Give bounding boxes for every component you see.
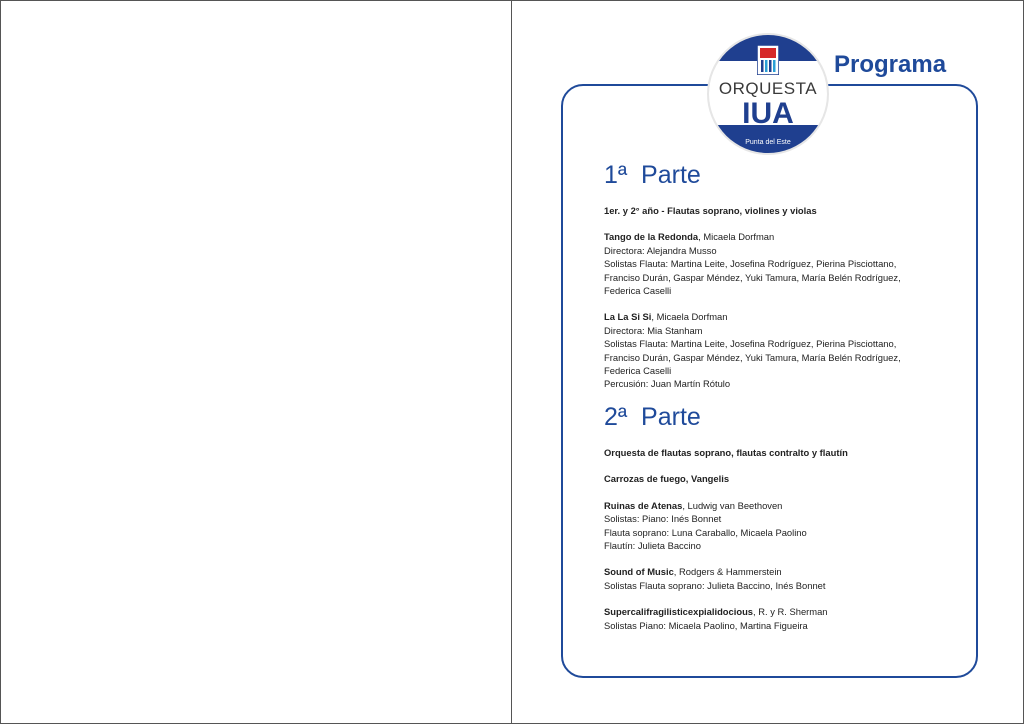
piece-sound-of-music bbox=[604, 565, 954, 592]
piece-detail: Solistas: Piano: Inés Bonnet bbox=[604, 513, 722, 525]
piece-detail: Solistas Piano: Micaela Paolino, Martina Figueira bbox=[604, 619, 808, 631]
left-page-blank bbox=[1, 1, 511, 723]
piece-composer: , R. y R. Sherman bbox=[753, 606, 828, 618]
piece-la-la-si-si bbox=[604, 310, 954, 390]
piece-title: Supercalifragilisticexpialidocious bbox=[604, 606, 754, 618]
piece-detail: Franciso Durán, Gaspar Méndez, Yuki Tamura, María Belén Rodríguez, bbox=[604, 271, 901, 283]
orchestra-logo bbox=[707, 33, 829, 155]
piece-detail: Federica Caselli bbox=[604, 365, 672, 377]
logo-city: Punta del Este bbox=[745, 139, 791, 146]
piece-title: Ruinas de Atenas bbox=[604, 499, 683, 511]
piece-composer: , Micaela Dorfman bbox=[698, 231, 775, 243]
logo-word-iua: IUA bbox=[742, 97, 794, 130]
piece-composer: , Rodgers & Hammerstein bbox=[673, 566, 782, 578]
piece-composer: , Micaela Dorfman bbox=[651, 311, 728, 323]
part2-subtitle: Orquesta de flautas soprano, flautas contralto y flautín bbox=[604, 446, 848, 458]
logo-word-orquesta: ORQUESTA bbox=[718, 79, 818, 98]
piece-title: La La Si Si bbox=[604, 311, 652, 323]
piece-detail: Federica Caselli bbox=[604, 285, 672, 297]
piece-title: Tango de la Redonda bbox=[604, 231, 699, 243]
piece-title: Carrozas de fuego, Vangelis bbox=[604, 473, 730, 485]
piece-tango-de-la-redonda bbox=[604, 230, 954, 297]
piece-supercalifragilistic bbox=[604, 605, 954, 632]
piece-detail: Flauta soprano: Luna Caraballo, Micaela Paolino bbox=[604, 526, 807, 538]
piece-detail: Solistas Flauta soprano: Julieta Baccino, Inés Bonnet bbox=[604, 579, 826, 591]
part1-subtitle: 1er. y 2° año - Flautas soprano, violines y violas bbox=[604, 205, 817, 216]
part1-heading: 1ª Parte bbox=[604, 161, 701, 189]
piece-title: Sound of Music bbox=[604, 566, 674, 578]
piece-detail: Percusión: Juan Martín Rótulo bbox=[604, 378, 731, 390]
piece-detail: Flautín: Julieta Baccino bbox=[604, 539, 701, 551]
piece-detail: Directora: Mia Stanham bbox=[604, 324, 703, 336]
piece-detail: Solistas Flauta: Martina Leite, Josefina Rodríguez, Pierina Pisciottano, bbox=[604, 258, 897, 270]
logo-emblem-icon bbox=[757, 45, 779, 75]
part2-heading: 2ª Parte bbox=[604, 402, 701, 431]
program-content bbox=[604, 160, 954, 645]
piece-detail: Directora: Alejandra Musso bbox=[604, 244, 717, 256]
piece-composer: , Ludwig van Beethoven bbox=[682, 499, 783, 511]
piece-detail: Franciso Durán, Gaspar Méndez, Yuki Tamura, María Belén Rodríguez, bbox=[604, 351, 901, 363]
piece-ruinas-de-atenas bbox=[604, 499, 954, 553]
piece-carrozas-de-fuego bbox=[604, 472, 954, 485]
piece-detail: Solistas Flauta: Martina Leite, Josefina Rodríguez, Pierina Pisciottano, bbox=[604, 338, 897, 350]
page-title: Programa bbox=[834, 51, 947, 78]
